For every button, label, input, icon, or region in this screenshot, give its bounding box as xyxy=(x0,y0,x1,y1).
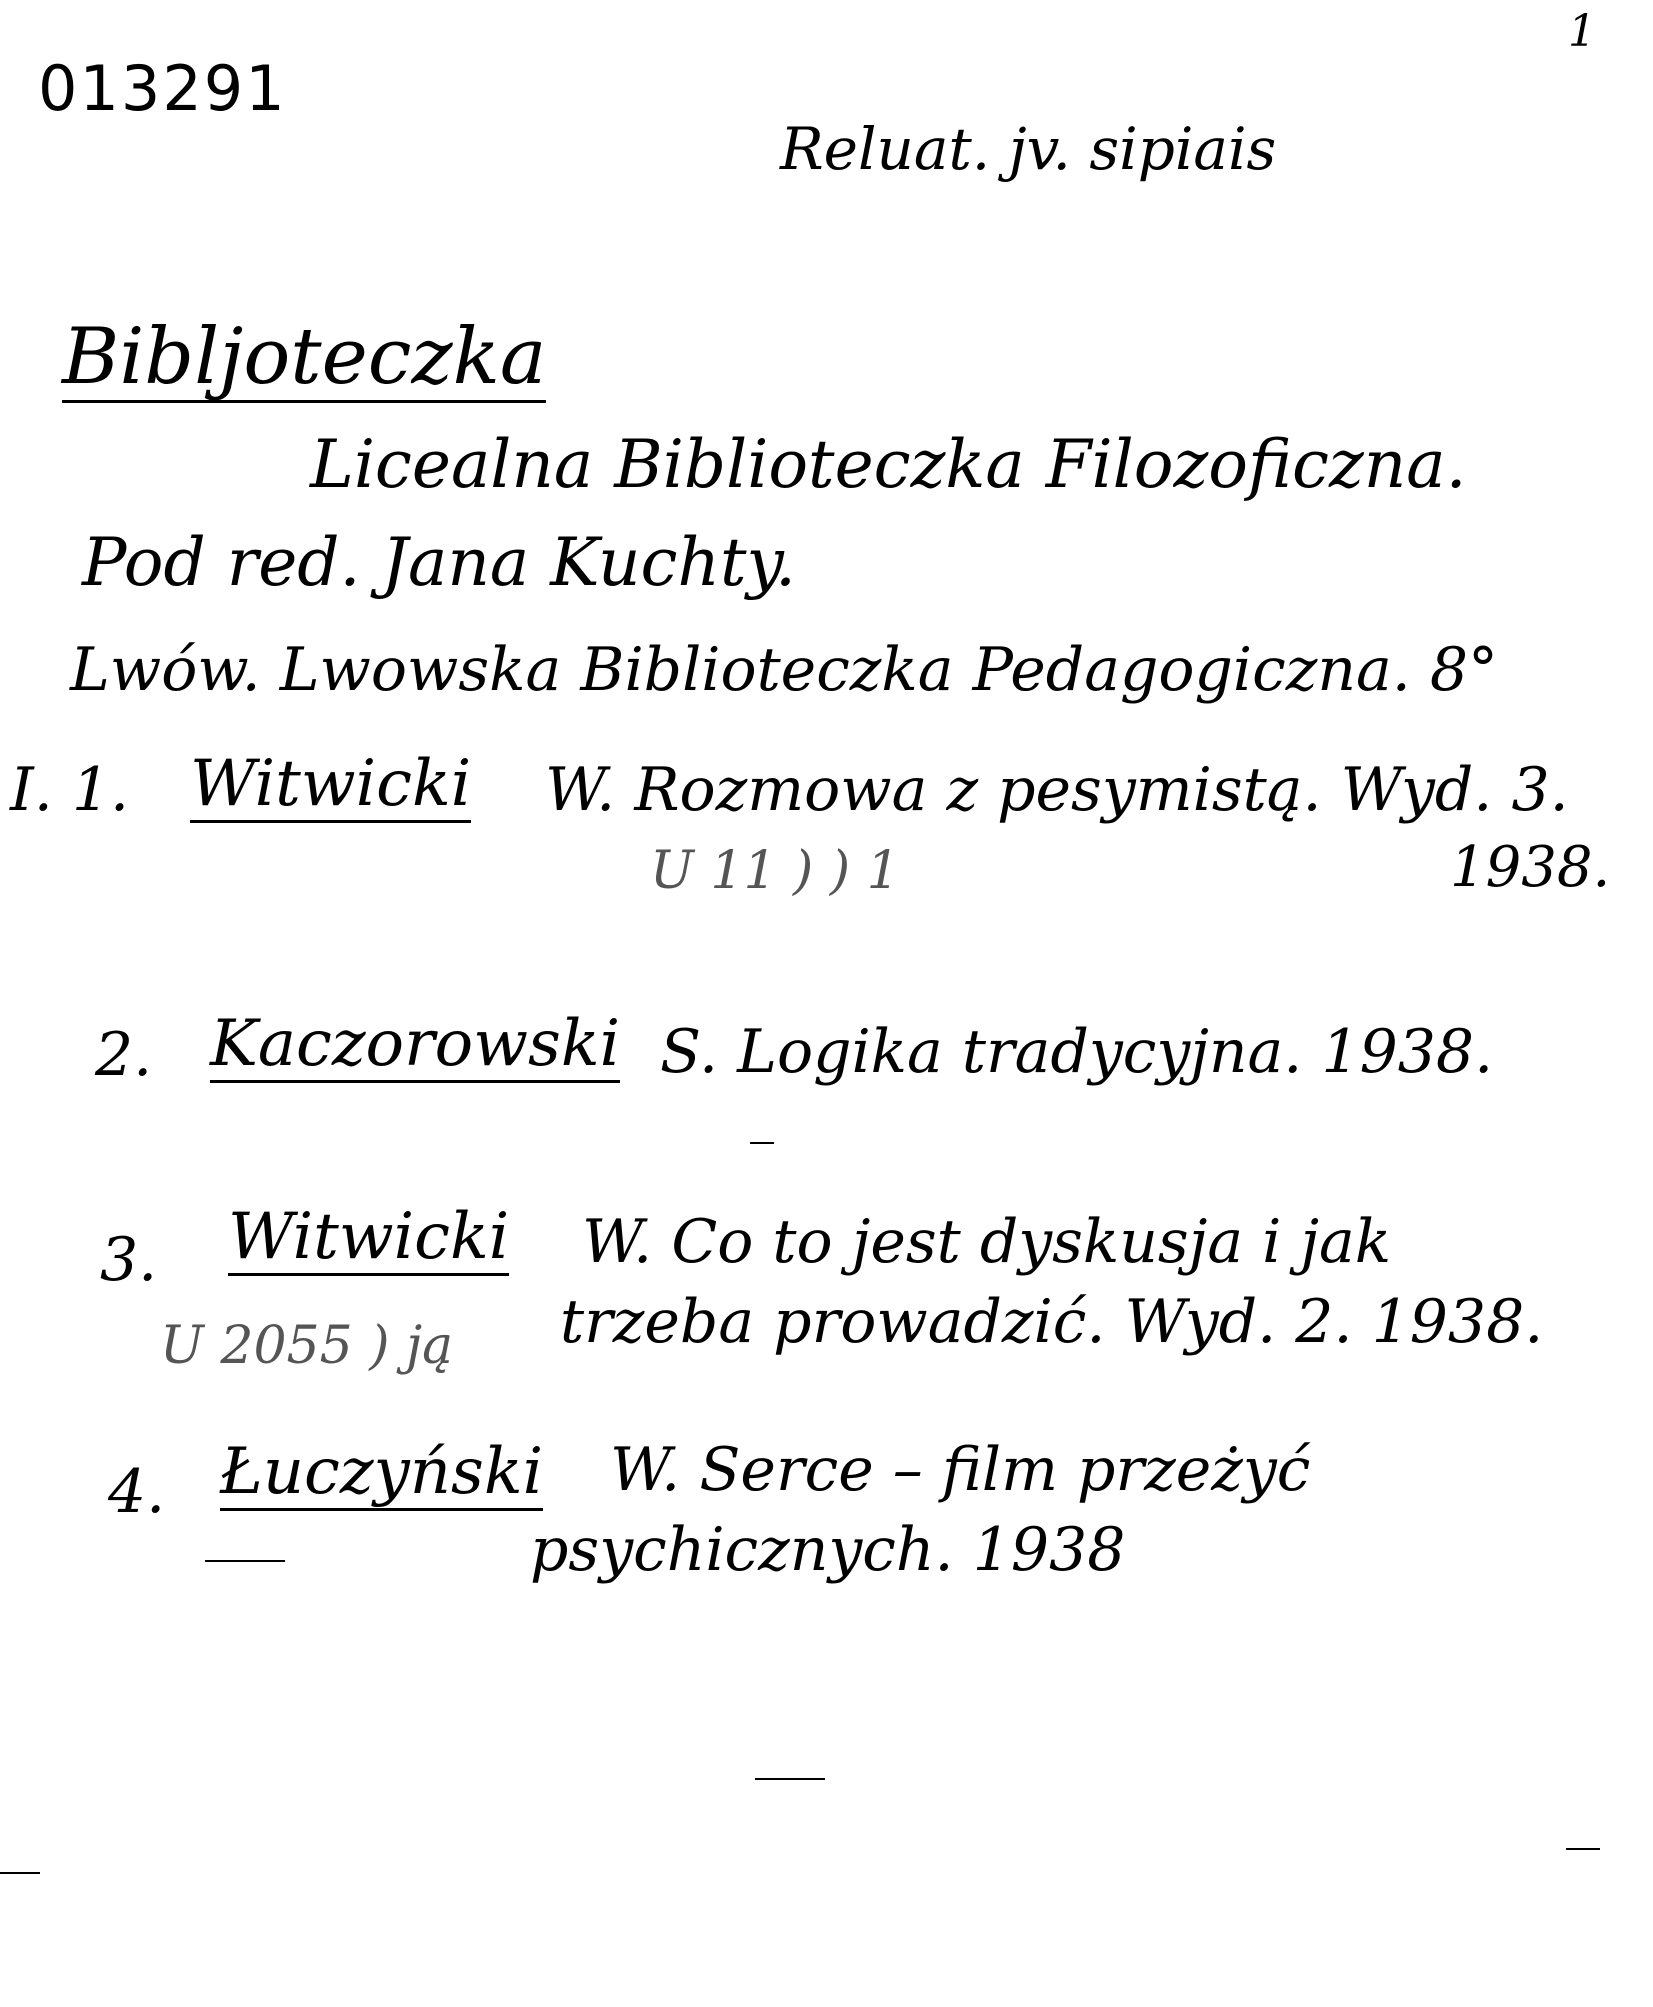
shelf-stamp: U 11 ) ) 1 xyxy=(650,841,900,901)
entry-author: Witwicki xyxy=(228,1200,510,1274)
entry-number: 3. xyxy=(100,1225,158,1295)
entry-author: Witwicki xyxy=(190,747,472,821)
entry-author: Łuczyński xyxy=(220,1435,544,1509)
entry-text: S. Logika tradycyjna. 1938. xyxy=(660,1017,1494,1087)
record-number: 013291 xyxy=(38,52,287,125)
entry-number: I. 1. xyxy=(10,755,130,825)
entry-continuation: psychicznych. 1938 xyxy=(530,1515,1126,1585)
entry-text: W. Co to jest dyskusja i jak xyxy=(582,1207,1392,1277)
entry-text: W. Rozmowa z pesymistą. Wyd. 3. xyxy=(545,755,1569,825)
signature-note: Reluat. jv. sipiais xyxy=(780,115,1277,183)
entry-continuation: 1938. xyxy=(1450,835,1611,900)
shelf-stamp: U 2055 ) ją xyxy=(160,1316,454,1376)
card-heading: Bibljoteczka xyxy=(62,312,547,402)
stray-mark xyxy=(205,1560,285,1562)
stray-mark xyxy=(750,1142,774,1144)
stray-mark xyxy=(1566,1848,1600,1850)
stray-mark xyxy=(0,1872,40,1874)
entry-author: Kaczorowski xyxy=(210,1007,621,1081)
entry-number: 4. xyxy=(108,1457,166,1527)
editor-line: Pod red. Jana Kuchty. xyxy=(82,524,797,601)
entry-continuation: trzeba prowadzić. Wyd. 2. 1938. xyxy=(560,1287,1544,1357)
entry-text: W. Serce – film przeżyć xyxy=(610,1435,1311,1505)
stray-mark xyxy=(755,1778,825,1780)
entry-number: 2. xyxy=(95,1020,153,1090)
publisher-line: Lwów. Lwowska Biblioteczka Pedagogiczna. 8° xyxy=(70,635,1499,705)
series-title: Licealna Biblioteczka Filozoficzna. xyxy=(310,426,1467,503)
page-number: 1 xyxy=(1568,6,1596,57)
